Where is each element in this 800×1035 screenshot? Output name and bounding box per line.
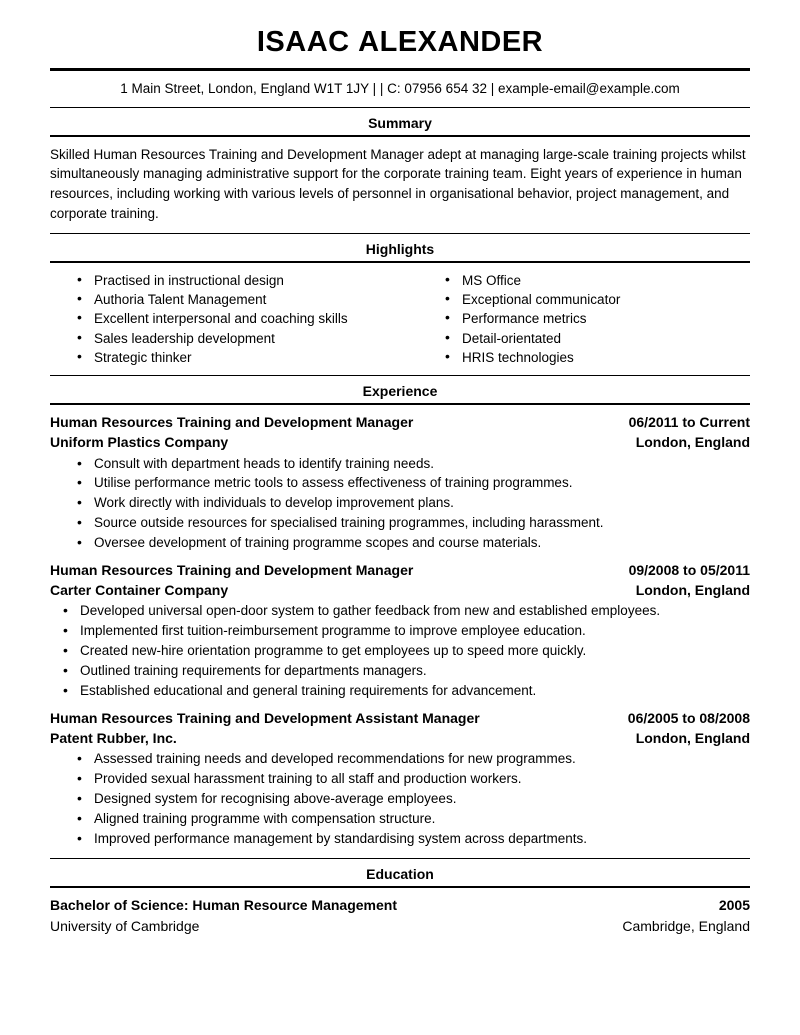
list-item: • Developed universal open-door system to gather feedback from new and established employees.	[80, 601, 750, 621]
list-item: • Designed system for recognising above-average employees.	[94, 789, 750, 809]
education-year: 2005	[718, 897, 750, 914]
education-location: Cambridge, England	[622, 918, 750, 935]
contact-line: 1 Main Street, London, England W1T 1JY | | C: 07956 654 32 | example-email@example.com	[120, 81, 680, 97]
experience-entry	[50, 701, 750, 849]
job-location: London, England	[635, 729, 750, 746]
contact-divider	[50, 107, 750, 108]
section-title-education: Education	[366, 866, 434, 883]
list-item: • Consult with department heads to identify training needs.	[94, 454, 750, 474]
job-header-row	[50, 412, 750, 432]
list-item: • Provided sexual harassment training to all staff and production workers.	[94, 769, 750, 789]
summary-bottom-divider	[50, 233, 750, 234]
list-item: • Strategic thinker	[94, 348, 400, 367]
list-item: • Practised in instructional design	[94, 271, 400, 290]
job-company-row	[50, 432, 750, 452]
highlights-right-list	[418, 271, 750, 367]
job-company-row	[50, 728, 750, 748]
job-dates: 06/2011 to Current	[628, 413, 750, 430]
experience-bottom-divider	[50, 858, 750, 859]
job-title: Human Resources Training and Development Manager	[50, 413, 414, 430]
summary-text: Skilled Human Resources Training and Development Manager adept at managing large-scale training projects whilst simultaneously managing administrative support for the corporate training team. Eight years of experience in human resources, including working with various levels of personnel in organisational behavior, project management, and corporate training.	[50, 146, 746, 221]
job-dates: 09/2008 to 05/2011	[628, 561, 750, 578]
last-name: ALEXANDER	[358, 26, 544, 58]
job-header-row	[50, 708, 750, 728]
list-item: • Performance metrics	[462, 309, 750, 328]
list-item: • HRIS technologies	[462, 348, 750, 367]
experience-section	[50, 379, 750, 859]
job-location: London, England	[635, 434, 750, 451]
resume-header	[50, 26, 750, 65]
section-title-summary: Summary	[368, 114, 432, 131]
highlights-section	[50, 237, 750, 376]
list-item: • Outlined training requirements for departments managers.	[80, 661, 750, 681]
highlights-bottom-divider	[50, 375, 750, 376]
job-company: Patent Rubber, Inc.	[50, 729, 177, 746]
list-item: • Exceptional communicator	[462, 290, 750, 309]
list-item: • Sales leadership development	[94, 329, 400, 348]
summary-section	[50, 111, 750, 234]
highlights-left-list	[50, 271, 400, 367]
job-company-row	[50, 580, 750, 600]
job-header-row	[50, 560, 750, 580]
highlights-right-column	[400, 271, 750, 367]
education-degree: Bachelor of Science: Human Resource Management	[50, 897, 397, 914]
section-title-experience: Experience	[362, 382, 438, 399]
job-title: Human Resources Training and Development Assistant Manager	[50, 709, 480, 726]
education-school-row	[50, 916, 750, 937]
experience-entry	[50, 553, 750, 701]
first-name: ISAAC	[256, 26, 350, 58]
list-item: • Source outside resources for specialised training programmes, including harassment.	[94, 513, 750, 533]
experience-entry	[50, 405, 750, 553]
list-item: • Authoria Talent Management	[94, 290, 400, 309]
job-company: Uniform Plastics Company	[50, 434, 229, 451]
list-item: • Detail-orientated	[462, 329, 750, 348]
job-location: London, England	[635, 582, 750, 599]
education-school: University of Cambridge	[50, 918, 200, 935]
job-title: Human Resources Training and Development Manager	[50, 561, 414, 578]
list-item: • Implemented first tuition-reimbursement programme to improve employee education.	[80, 621, 750, 641]
list-item: • Work directly with individuals to develop improvement plans.	[94, 493, 750, 513]
education-entry	[50, 888, 750, 937]
page-title	[50, 26, 750, 59]
list-item: • Oversee development of training programme scopes and course materials.	[94, 533, 750, 553]
job-company: Carter Container Company	[50, 582, 229, 599]
job-bullet-list	[50, 601, 750, 700]
list-item: • Improved performance management by standardising system across departments.	[94, 829, 750, 849]
list-item: • Utilise performance metric tools to assess effectiveness of training programmes.	[94, 473, 750, 493]
section-title-highlights: Highlights	[365, 241, 435, 258]
job-dates: 06/2005 to 08/2008	[627, 709, 750, 726]
list-item: • Established educational and general training requirements for advancement.	[80, 681, 750, 701]
list-item: • Created new-hire orientation programme to get employees up to speed more quickly.	[80, 641, 750, 661]
list-item: • Excellent interpersonal and coaching skills	[94, 309, 400, 328]
education-section	[50, 862, 750, 937]
job-bullet-list	[50, 749, 750, 848]
education-degree-row	[50, 895, 750, 916]
list-item: • MS Office	[462, 271, 750, 290]
highlights-left-column	[50, 271, 400, 367]
list-item: • Assessed training needs and developed recommendations for new programmes.	[94, 749, 750, 769]
job-bullet-list	[50, 454, 750, 553]
highlights-columns	[50, 263, 750, 375]
list-item: • Aligned training programme with compensation structure.	[94, 809, 750, 829]
